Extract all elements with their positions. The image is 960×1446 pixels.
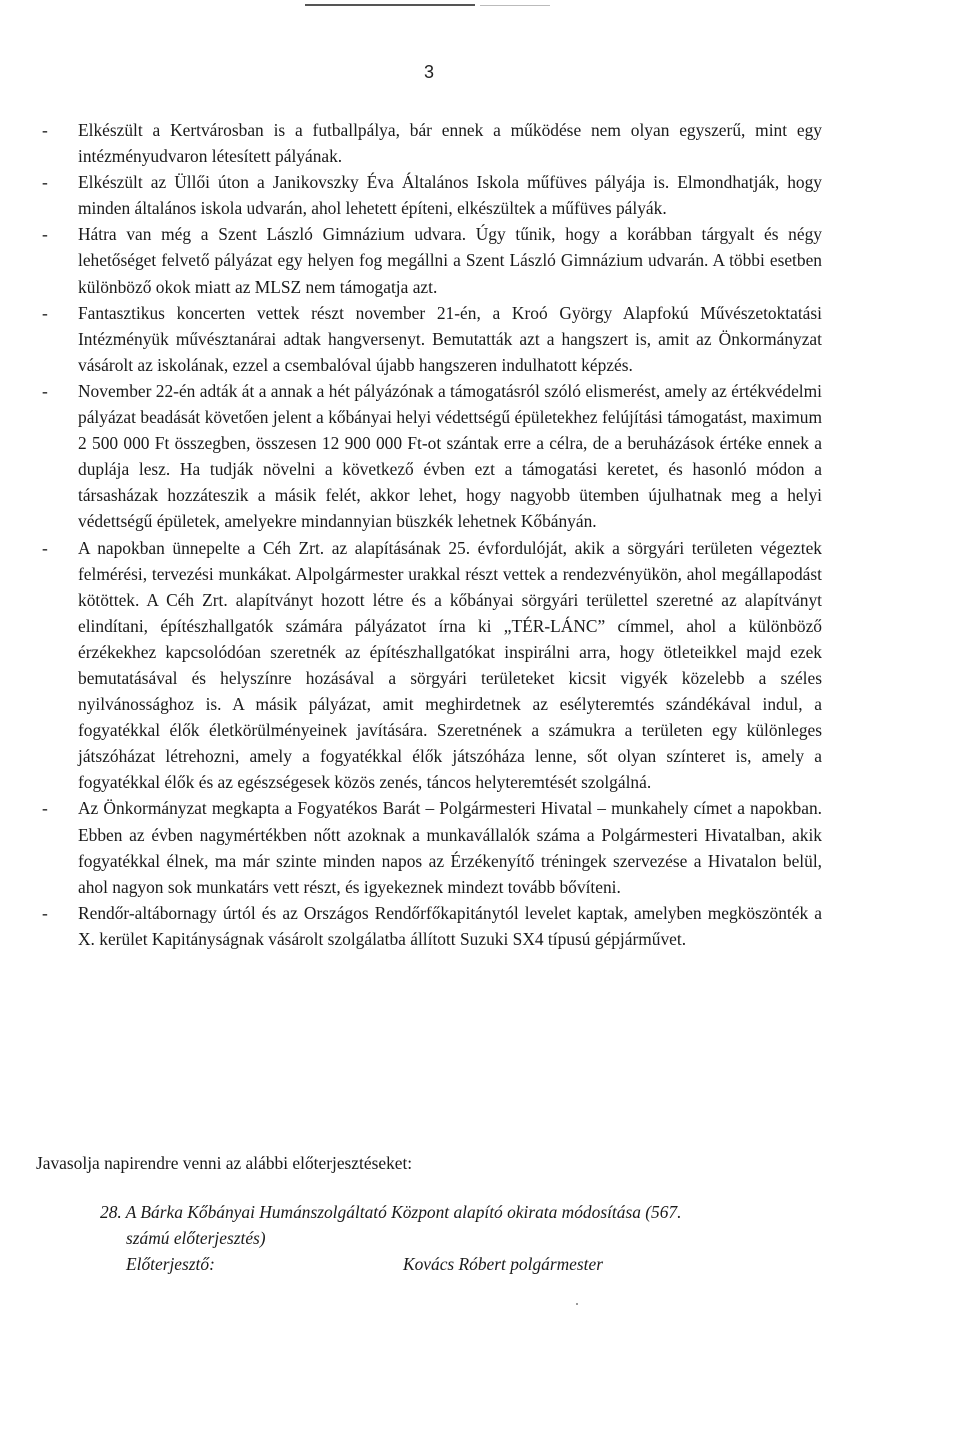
list-item-text: A napokban ünnepelte a Céh Zrt. az alapításának 25. évfordulóját, akik a sörgyári területen végeztek felmérési, tervezési munkákat. Alpolgármester urakkal részt vettek a rendezvényükön, ahol megállapodást kötöttek. A Céh Zrt. alapítványt hozott létre és a kőbányai sörgyári területtel szeretné az alapítványt elindítani, építészhallgatók számára pályázatot írna ki „TÉR-LÁNC” címmel, ahol a különböző érzékekhez kapcsolódóan szeretnék az építészhallgatókat inspirálni arra, hogy ötleteikkel majd ezek bemutatásával és helyszínre hozásával a sörgyári területeket kicsit vigyék közelebb a széles nyilvánossághoz is. A másik pályázat, amit meghirdetnek az esélyteremtés szándékával indul, a fogyatékkal élők életkörülményeinek javítására. Szeretnének a számukra a területen egy különleges játszóházat létrehozni, amely a fogyatékkal élők játszóháza lenne, sőt olyan színteret is, amely a fogyatékkal élők és az egészségesek közös zenés, táncos helyteremtését szolgálná. <box>78 537 822 793</box>
list-item-text: Az Önkormányzat megkapta a Fogyatékos Barát – Polgármesteri Hivatal – munkahely címet a napokban. Ebben az évben nagymértékben nőtt azoknak a munkavállalók száma a Polgármesteri Hivatalban, akik fogyatékkal élnek, ma már szinte minden napos az Érzékenyítő tréningek szervezése a Hivatalon belül, ahol nagyon sok munkatárs vett részt, és igyekeznek mindezt tovább bővíteni. <box>78 798 822 897</box>
list-item-text: Elkészült az Üllői úton a Janikovszky Éva Általános Iskola műfüves pályája is. Elmondhatják, hogy minden általános iskola udvarán, ahol lehetett építeni, elkészültek a műfüves pályák. <box>78 172 822 219</box>
list-item <box>36 535 822 796</box>
presenter-label: Előterjesztő: <box>126 1254 215 1274</box>
bullet-list <box>36 117 822 952</box>
top-scan-rule-faint <box>480 5 550 6</box>
list-item <box>36 378 822 535</box>
list-item <box>36 900 822 952</box>
dash-marker: - <box>42 302 48 323</box>
list-item <box>36 117 822 169</box>
agenda-item-title-continued: számú előterjesztés) <box>126 1228 266 1248</box>
list-item-text: Hátra van még a Szent László Gimnázium udvara. Úgy tűnik, hogy a korábban tárgyalt és négy lehetőséget felvető pályázat egy helyen fog megállni a Szent László Gimnázium udvarán. A többi esetben különböző okok miatt az MLSZ nem támogatja azt. <box>78 224 822 297</box>
list-item-text: Elkészült a Kertvárosban is a futballpálya, bár ennek a működése nem olyan egyszerű, mint egy intézményudvaron létesített pályának. <box>78 120 822 167</box>
dash-marker: - <box>42 120 48 140</box>
dash-marker: - <box>42 224 48 245</box>
page-number: 3 <box>424 62 435 82</box>
dash-marker: - <box>42 172 48 193</box>
dash-marker: - <box>42 902 48 923</box>
list-item-text: Fantasztikus koncerten vettek részt november 21-én, a Kroó György Alapfokú Művészetoktatási Intézményük művésztanárai adtak hangversenyt. Bemutatták azt a hangszert is, amit az Önkormányzat vásárolt az iskolának, ezzel a csembalóval újabb hangszeren indulhatott képzés. <box>78 302 822 375</box>
list-item <box>36 221 822 299</box>
dash-marker: - <box>42 798 48 819</box>
dash-marker: - <box>42 537 48 558</box>
dash-marker: - <box>42 380 48 401</box>
list-item <box>36 169 822 221</box>
agenda-item-title: 28. A Bárka Kőbányai Humánszolgáltató Központ alapító okirata módosítása (567. <box>100 1202 682 1222</box>
top-scan-rule <box>305 4 475 6</box>
scan-speck <box>576 1303 578 1305</box>
presenter-name: Kovács Róbert polgármester <box>403 1254 603 1274</box>
list-item <box>36 300 822 378</box>
list-item-text: November 22-én adták át a annak a hét pályázónak a támogatásról szóló elismerést, amely az értékvédelmi pályázat beadását követően jelent a kőbányai helyi védettségű épületekhez felújítási támogatást, maximum 2 500 000 Ft összegben, összesen 12 900 000 Ft-ot szántak erre a célra, de a beruházások értéke ennek a duplája lesz. Ha tudják növelni a következő évben ezt a támogatási keretet, és hasonló módon a társasházak hozzáteszik a másik felét, akkor lehet, hogy nagyobb ütemben újulhatnak meg a helyi védettségű épületek, amelyekre mindannyian büszkék lehetnek Kőbányán. <box>78 380 822 532</box>
agenda-item <box>100 1199 800 1251</box>
list-item-text: Rendőr-altábornagy úrtól és az Országos Rendőrfőkapitánytól levelet kaptak, amelyben megköszönték a X. kerület Kapitányságnak vásárolt szolgálatba állított Suzuki SX4 típusú gépjárművet. <box>78 902 822 949</box>
proposal-intro: Javasolja napirendre venni az alábbi előterjesztéseket: <box>36 1153 413 1173</box>
list-item <box>36 795 822 899</box>
